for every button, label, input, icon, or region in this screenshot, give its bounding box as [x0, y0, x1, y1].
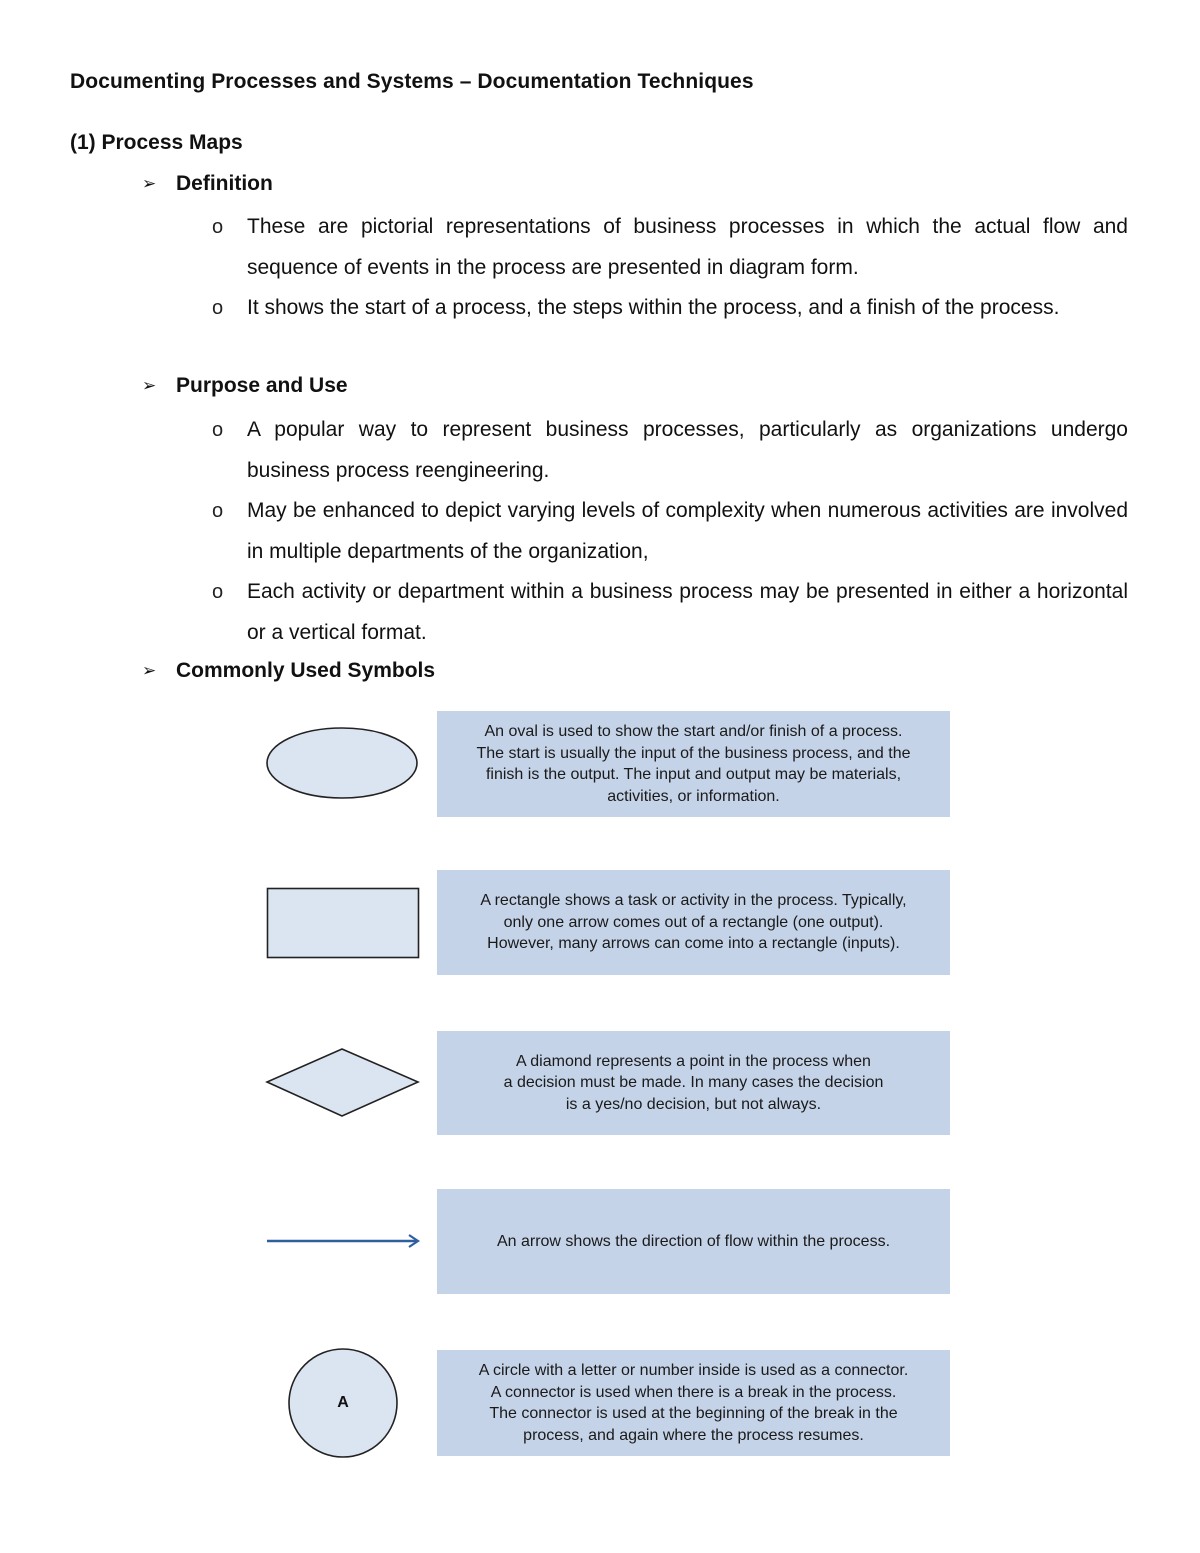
heading-purpose-and-use [142, 374, 348, 398]
heading-label: Commonly Used Symbols [176, 659, 436, 682]
document-title: Documenting Processes and Systems – Documentation Techniques [70, 70, 754, 93]
section-title: (1) Process Maps [70, 131, 243, 154]
heading-definition [142, 172, 273, 196]
description-line: a decision must be made. In many cases the decision [503, 1074, 884, 1092]
bullet-text: Each activity or department within a business process may be presented in either a horizontal or a vertical format. [247, 580, 1128, 644]
description-line: only one arrow comes out of a rectangle (one output). [503, 913, 884, 931]
list-item [212, 572, 1128, 653]
diamond-description-box [437, 1031, 950, 1135]
oval-description-box [437, 711, 950, 817]
description-line: However, many arrows can come into a rectangle (inputs). [487, 935, 900, 953]
description-line: A circle with a letter or number inside is used as a connector. [478, 1362, 909, 1379]
description-line: A rectangle shows a task or activity in the process. Typically, [480, 892, 907, 910]
arrow-bullet-icon: ➢ [142, 376, 157, 395]
bullet-marker-icon: o [212, 297, 224, 319]
arrow-bullet-icon: ➢ [142, 661, 157, 680]
bullet-text: May be enhanced to depict varying levels of complexity when numerous activities are involved in multiple departments of the organization, [247, 499, 1128, 563]
description-line: is a yes/no decision, but not always. [565, 1095, 822, 1113]
rectangle-symbol-icon [264, 884, 424, 962]
description-line: The start is usually the input of the business process, and the [476, 744, 911, 762]
description-line: An arrow shows the direction of flow within the process. [496, 1232, 891, 1250]
list-item [212, 207, 1128, 288]
flow-arrow-symbol-icon [264, 1230, 424, 1252]
description-line: activities, or information. [607, 787, 780, 805]
bullet-marker-icon: o [212, 500, 224, 522]
description-line: A connector is used when there is a break in the process. [490, 1383, 897, 1401]
list-item [212, 491, 1128, 572]
rectangle-description-box [437, 870, 950, 975]
bullet-text: These are pictorial representations of business processes in which the actual flow and sequence of events in the process are presented in diagram form. [247, 215, 1128, 279]
bullet-marker-icon: o [212, 581, 224, 603]
list-item [212, 288, 1128, 329]
bullet-marker-icon: o [212, 216, 224, 238]
description-line: process, and again where the process resumes. [523, 1426, 864, 1444]
arrow-description-box [437, 1189, 950, 1294]
diamond-symbol-icon [264, 1046, 424, 1120]
description-line: An oval is used to show the start and/or finish of a process. [484, 723, 903, 740]
circle-description-box [437, 1350, 950, 1456]
heading-label: Purpose and Use [176, 374, 348, 397]
description-line: finish is the output. The input and output may be materials, [485, 766, 902, 783]
heading-label: Definition [176, 172, 273, 195]
bullet-text: A popular way to represent business processes, particularly as organizations undergo business process reengineering. [247, 418, 1128, 482]
bullet-marker-icon: o [212, 419, 224, 441]
oval-symbol-icon [264, 724, 424, 804]
connector-letter: A [337, 1394, 349, 1411]
description-line: The connector is used at the beginning of the break in the [489, 1405, 898, 1422]
heading-commonly-used-symbols [142, 659, 435, 683]
description-line: A diamond represents a point in the process when [516, 1052, 871, 1070]
arrow-bullet-icon: ➢ [142, 174, 157, 193]
bullet-text: It shows the start of a process, the steps within the process, and a finish of the process. [247, 296, 1060, 319]
list-item [212, 410, 1128, 491]
